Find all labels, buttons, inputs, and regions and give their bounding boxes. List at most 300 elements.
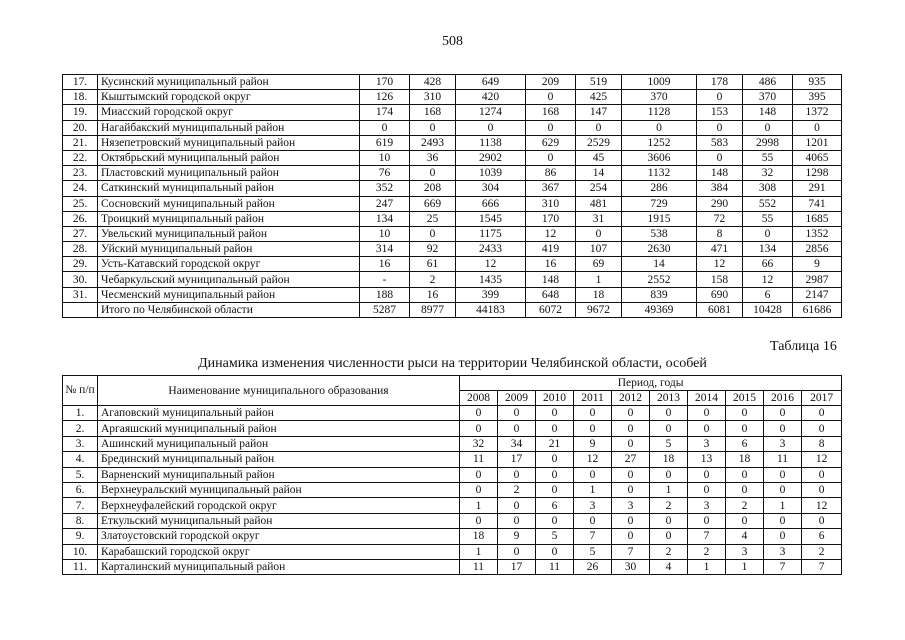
cell-value: 8977 [410, 302, 456, 317]
cell-value: 4 [726, 529, 764, 544]
cell-value: 36 [410, 150, 456, 165]
row-name: Верхнеуральский муниципальный район [98, 482, 460, 497]
row-number: 4. [63, 452, 98, 467]
cell-value: 12 [697, 257, 743, 272]
cell-value: 12 [743, 272, 793, 287]
cell-value: 1298 [793, 166, 842, 181]
table-row [63, 482, 842, 497]
cell-value: 0 [688, 421, 726, 436]
cell-value: 2 [802, 544, 842, 559]
row-name: Уйский муниципальный район [98, 242, 360, 257]
cell-value: 629 [526, 135, 576, 150]
cell-value: 45 [576, 150, 622, 165]
cell-value: 11 [460, 559, 498, 574]
row-name: Чесменский муниципальный район [98, 287, 360, 302]
cell-value: 13 [688, 452, 726, 467]
table-row [63, 529, 842, 544]
row-number: 19. [63, 105, 98, 120]
row-number: 1. [63, 406, 98, 421]
cell-value: 178 [697, 75, 743, 90]
cell-value: 5 [536, 529, 574, 544]
cell-value: 10428 [743, 302, 793, 317]
cell-value: 12 [574, 452, 612, 467]
cell-value: 31 [576, 211, 622, 226]
cell-value: 2902 [456, 150, 526, 165]
cell-value: 0 [526, 90, 576, 105]
row-name: Нагайбакский муниципальный район [98, 120, 360, 135]
cell-value: 8 [802, 436, 842, 451]
cell-value: 0 [536, 544, 574, 559]
row-number: 9. [63, 529, 98, 544]
header-year: 2010 [536, 391, 574, 406]
row-number: 26. [63, 211, 98, 226]
cell-value: 384 [697, 181, 743, 196]
row-number: 28. [63, 242, 98, 257]
row-name: Ашинский муниципальный район [98, 436, 460, 451]
cell-value: 583 [697, 135, 743, 150]
cell-value: 49369 [622, 302, 697, 317]
cell-value: 4 [650, 559, 688, 574]
row-name: Брединский муниципальный район [98, 452, 460, 467]
table-row [63, 406, 842, 421]
cell-value: 666 [456, 196, 526, 211]
cell-value: 1274 [456, 105, 526, 120]
cell-value: 170 [526, 211, 576, 226]
cell-value: 18 [460, 529, 498, 544]
cell-value: 0 [802, 406, 842, 421]
row-number: 23. [63, 166, 98, 181]
cell-value: 648 [526, 287, 576, 302]
cell-value: 0 [536, 452, 574, 467]
cell-value: 3 [574, 498, 612, 513]
table-row [63, 467, 842, 482]
cell-value: 1352 [793, 226, 842, 241]
cell-value: 0 [612, 513, 650, 528]
cell-value: 0 [526, 150, 576, 165]
table-row [63, 272, 842, 287]
cell-value: 174 [360, 105, 410, 120]
cell-value: 0 [574, 467, 612, 482]
cell-value: 0 [410, 166, 456, 181]
cell-value: 286 [622, 181, 697, 196]
table-row [63, 513, 842, 528]
cell-value: 0 [612, 482, 650, 497]
row-name: Златоустовский городской округ [98, 529, 460, 544]
cell-value: 0 [764, 482, 802, 497]
cell-value: 690 [697, 287, 743, 302]
cell-value: 395 [793, 90, 842, 105]
cell-value: 11 [460, 452, 498, 467]
cell-value: 32 [460, 436, 498, 451]
table-previous-continued [62, 74, 842, 318]
cell-value: 0 [688, 406, 726, 421]
cell-value: 1 [460, 544, 498, 559]
cell-value: 0 [688, 482, 726, 497]
cell-value: 1252 [622, 135, 697, 150]
cell-value: 16 [360, 257, 410, 272]
cell-value: 0 [764, 421, 802, 436]
cell-value: 3 [688, 498, 726, 513]
cell-value: 2 [650, 498, 688, 513]
cell-value: 1 [576, 272, 622, 287]
row-number: 6. [63, 482, 98, 497]
cell-value: 0 [612, 421, 650, 436]
cell-value: 1435 [456, 272, 526, 287]
cell-value: 0 [498, 421, 536, 436]
cell-value: 61 [410, 257, 456, 272]
cell-value: 1138 [456, 135, 526, 150]
cell-value: 2552 [622, 272, 697, 287]
cell-value: 291 [793, 181, 842, 196]
cell-value: 0 [688, 467, 726, 482]
cell-value: 55 [743, 211, 793, 226]
header-year: 2015 [726, 391, 764, 406]
cell-value: 399 [456, 287, 526, 302]
cell-value: 2 [688, 544, 726, 559]
table-row [63, 105, 842, 120]
row-name: Кыштымский городской округ [98, 90, 360, 105]
row-name: Аргаяшский муниципальный район [98, 421, 460, 436]
cell-value: 370 [743, 90, 793, 105]
cell-value: 0 [802, 513, 842, 528]
cell-value: 10 [360, 150, 410, 165]
cell-value: 7 [802, 559, 842, 574]
cell-value: 0 [697, 120, 743, 135]
header-year: 2013 [650, 391, 688, 406]
cell-value: 30 [612, 559, 650, 574]
row-number: 21. [63, 135, 98, 150]
cell-value: 310 [526, 196, 576, 211]
cell-value: 158 [697, 272, 743, 287]
cell-value: 0 [743, 120, 793, 135]
header-year: 2017 [802, 391, 842, 406]
cell-value: - [360, 272, 410, 287]
cell-value: 486 [743, 75, 793, 90]
cell-value: 7 [574, 529, 612, 544]
cell-value: 0 [612, 436, 650, 451]
cell-value: 0 [764, 529, 802, 544]
cell-value: 9672 [576, 302, 622, 317]
row-name: Карталинский муниципальный район [98, 559, 460, 574]
cell-value: 153 [697, 105, 743, 120]
cell-value: 9 [793, 257, 842, 272]
cell-value: 2493 [410, 135, 456, 150]
header-year: 2014 [688, 391, 726, 406]
cell-value: 0 [574, 513, 612, 528]
table-row [63, 166, 842, 181]
cell-value: 0 [726, 467, 764, 482]
row-name: Сосновский муниципальный район [98, 196, 360, 211]
cell-value: 170 [360, 75, 410, 90]
cell-value: 0 [793, 120, 842, 135]
cell-value: 0 [697, 150, 743, 165]
cell-value: 2630 [622, 242, 697, 257]
table-row [63, 135, 842, 150]
cell-value: 3 [726, 544, 764, 559]
cell-value: 0 [460, 421, 498, 436]
cell-value: 1 [650, 482, 688, 497]
cell-value: 14 [576, 166, 622, 181]
table-row [63, 257, 842, 272]
cell-value: 0 [726, 482, 764, 497]
cell-value: 209 [526, 75, 576, 90]
cell-value: 4065 [793, 150, 842, 165]
row-number: 11. [63, 559, 98, 574]
table-row [63, 436, 842, 451]
cell-value: 0 [460, 467, 498, 482]
cell-value: 1201 [793, 135, 842, 150]
cell-value: 308 [743, 181, 793, 196]
cell-value: 0 [612, 529, 650, 544]
cell-value: 428 [410, 75, 456, 90]
cell-value: 0 [460, 513, 498, 528]
cell-value: 17 [498, 559, 536, 574]
cell-value: 0 [410, 226, 456, 241]
row-name: Карабашский городской округ [98, 544, 460, 559]
cell-value: 6072 [526, 302, 576, 317]
cell-value: 1 [574, 482, 612, 497]
cell-value: 7 [688, 529, 726, 544]
cell-value: 208 [410, 181, 456, 196]
cell-value: 86 [526, 166, 576, 181]
cell-value: 481 [576, 196, 622, 211]
cell-value: 0 [576, 226, 622, 241]
cell-value: 0 [802, 421, 842, 436]
cell-value: 0 [498, 467, 536, 482]
cell-value: 2 [410, 272, 456, 287]
cell-value: 839 [622, 287, 697, 302]
cell-value: 649 [456, 75, 526, 90]
cell-value: 1128 [622, 105, 697, 120]
cell-value: 0 [622, 120, 697, 135]
row-name: Варненский муниципальный район [98, 467, 460, 482]
cell-value: 3606 [622, 150, 697, 165]
cell-value: 168 [526, 105, 576, 120]
cell-value: 16 [526, 257, 576, 272]
cell-value: 14 [622, 257, 697, 272]
cell-value: 1175 [456, 226, 526, 241]
cell-value: 0 [612, 406, 650, 421]
table-title: Динамика изменения численности рыси на территории Челябинской области, особей [198, 356, 707, 371]
row-number: 20. [63, 120, 98, 135]
cell-value: 519 [576, 75, 622, 90]
cell-value: 32 [743, 166, 793, 181]
cell-value: 2147 [793, 287, 842, 302]
cell-value: 6 [536, 498, 574, 513]
cell-value: 21 [536, 436, 574, 451]
cell-value: 3 [612, 498, 650, 513]
row-name: Итого по Челябинской области [98, 302, 360, 317]
cell-value: 148 [697, 166, 743, 181]
cell-value: 2856 [793, 242, 842, 257]
row-name: Увельский муниципальный район [98, 226, 360, 241]
table-row [63, 302, 842, 317]
cell-value: 134 [743, 242, 793, 257]
table-row [63, 544, 842, 559]
table-row [63, 287, 842, 302]
row-name: Агаповский муниципальный район [98, 406, 460, 421]
cell-value: 2433 [456, 242, 526, 257]
cell-value: 0 [612, 467, 650, 482]
table-row [63, 211, 842, 226]
cell-value: 0 [764, 513, 802, 528]
page-number: 508 [442, 34, 463, 49]
cell-value: 0 [360, 120, 410, 135]
cell-value: 76 [360, 166, 410, 181]
cell-value: 6 [726, 436, 764, 451]
cell-value: 0 [536, 406, 574, 421]
table-row [63, 75, 842, 90]
cell-value: 11 [536, 559, 574, 574]
row-number: 10. [63, 544, 98, 559]
cell-value: 1 [726, 559, 764, 574]
cell-value: 0 [410, 120, 456, 135]
cell-value: 188 [360, 287, 410, 302]
cell-value: 134 [360, 211, 410, 226]
cell-value: 72 [697, 211, 743, 226]
row-number: 8. [63, 513, 98, 528]
cell-value: 6081 [697, 302, 743, 317]
row-number: 5. [63, 467, 98, 482]
cell-value: 168 [410, 105, 456, 120]
header-year: 2016 [764, 391, 802, 406]
table-row [63, 452, 842, 467]
cell-value: 12 [802, 452, 842, 467]
cell-value: 9 [498, 529, 536, 544]
row-name: Троицкий муниципальный район [98, 211, 360, 226]
table-row [63, 242, 842, 257]
cell-value: 92 [410, 242, 456, 257]
table-row [63, 196, 842, 211]
cell-value: 0 [650, 421, 688, 436]
cell-value: 290 [697, 196, 743, 211]
table-row [63, 559, 842, 574]
cell-value: 0 [650, 513, 688, 528]
cell-value: 18 [726, 452, 764, 467]
row-name: Еткульский муниципальный район [98, 513, 460, 528]
cell-value: 11 [764, 452, 802, 467]
lynx-population-table [62, 375, 842, 575]
row-number: 27. [63, 226, 98, 241]
cell-value: 0 [764, 406, 802, 421]
cell-value: 935 [793, 75, 842, 90]
cell-value: 2 [726, 498, 764, 513]
cell-value: 352 [360, 181, 410, 196]
row-name: Усть-Катавский городской округ [98, 257, 360, 272]
row-number: 29. [63, 257, 98, 272]
table-row [63, 90, 842, 105]
cell-value: 0 [536, 421, 574, 436]
row-name: Саткинский муниципальный район [98, 181, 360, 196]
cell-value: 0 [460, 482, 498, 497]
cell-value: 147 [576, 105, 622, 120]
cell-value: 1915 [622, 211, 697, 226]
cell-value: 0 [498, 498, 536, 513]
cell-value: 0 [526, 120, 576, 135]
cell-value: 367 [526, 181, 576, 196]
cell-value: 2 [498, 482, 536, 497]
cell-value: 254 [576, 181, 622, 196]
cell-value: 17 [498, 452, 536, 467]
cell-value: 420 [456, 90, 526, 105]
cell-value: 619 [360, 135, 410, 150]
cell-value: 471 [697, 242, 743, 257]
cell-value: 9 [574, 436, 612, 451]
cell-value: 5287 [360, 302, 410, 317]
cell-value: 729 [622, 196, 697, 211]
table-row [63, 226, 842, 241]
cell-value: 0 [536, 467, 574, 482]
cell-value: 419 [526, 242, 576, 257]
row-number: 17. [63, 75, 98, 90]
table-row [63, 498, 842, 513]
cell-value: 3 [764, 544, 802, 559]
cell-value: 0 [650, 467, 688, 482]
cell-value: 0 [743, 226, 793, 241]
cell-value: 0 [576, 120, 622, 135]
header-year: 2009 [498, 391, 536, 406]
cell-value: 1009 [622, 75, 697, 90]
cell-value: 44183 [456, 302, 526, 317]
cell-value: 6 [802, 529, 842, 544]
cell-value: 0 [574, 406, 612, 421]
row-number [63, 302, 98, 317]
cell-value: 66 [743, 257, 793, 272]
row-number: 31. [63, 287, 98, 302]
cell-value: 0 [802, 482, 842, 497]
cell-value: 0 [456, 120, 526, 135]
cell-value: 0 [726, 421, 764, 436]
cell-value: 69 [576, 257, 622, 272]
table-row [63, 150, 842, 165]
cell-value: 304 [456, 181, 526, 196]
cell-value: 7 [612, 544, 650, 559]
header-year: 2011 [574, 391, 612, 406]
row-name: Кусинский муниципальный район [98, 75, 360, 90]
row-number: 30. [63, 272, 98, 287]
cell-value: 2998 [743, 135, 793, 150]
cell-value: 2987 [793, 272, 842, 287]
row-number: 3. [63, 436, 98, 451]
cell-value: 18 [650, 452, 688, 467]
cell-value: 12 [802, 498, 842, 513]
cell-value: 5 [650, 436, 688, 451]
cell-value: 16 [410, 287, 456, 302]
cell-value: 148 [743, 105, 793, 120]
cell-value: 425 [576, 90, 622, 105]
cell-value: 34 [498, 436, 536, 451]
cell-value: 18 [576, 287, 622, 302]
cell-value: 7 [764, 559, 802, 574]
cell-value: 25 [410, 211, 456, 226]
row-number: 22. [63, 150, 98, 165]
table-caption: Таблица 16 [770, 339, 837, 354]
cell-value: 314 [360, 242, 410, 257]
cell-value: 0 [688, 513, 726, 528]
cell-value: 741 [793, 196, 842, 211]
cell-value: 0 [498, 406, 536, 421]
cell-value: 12 [456, 257, 526, 272]
cell-value: 0 [536, 482, 574, 497]
cell-value: 0 [498, 544, 536, 559]
cell-value: 0 [460, 406, 498, 421]
row-name: Нязепетровский муниципальный район [98, 135, 360, 150]
cell-value: 1685 [793, 211, 842, 226]
header-period: Период, годы [460, 376, 842, 391]
cell-value: 0 [650, 406, 688, 421]
cell-value: 148 [526, 272, 576, 287]
cell-value: 26 [574, 559, 612, 574]
